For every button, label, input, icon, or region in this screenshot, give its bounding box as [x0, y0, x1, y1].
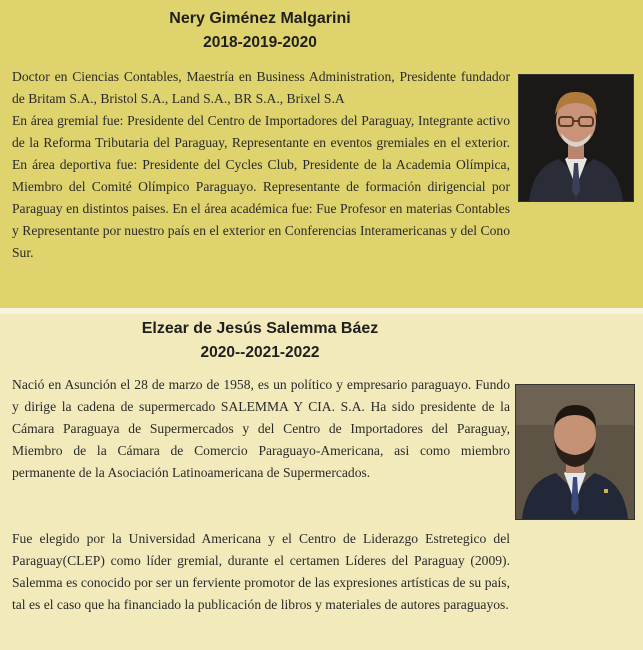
profile-name: Nery Giménez Malgarini [169, 10, 351, 27]
profile-years: 2018-2019-2020 [203, 34, 317, 51]
profile-bio: Doctor en Ciencias Contables, Maestría en Business Administration, Presidente fundador de Britam S.A., Bristol S.A., Land S.A., BR S.A., Brixel S.A En área gremial fue: Presidente del Centro de Importadores del Paraguay, Integrante activo de la Reforma Tributaria del Paraguay, Representante en eventos gremiales en el exterior. En área deportiva fue: Presidente del Cycles Club, Presidente de la Academia Olímpica, Miembro del Comité Olímpico Paraguayo. Representante de formación dirigencial por Paraguay en distintos paises. En el área académica fue: Fue Profesor en materias Contables y Representante por nuestro país en el exterior en Conferencias Interamericanas y del Cono Sur. [12, 69, 510, 260]
profile-section-2 [0, 314, 643, 650]
profile-bio: Nació en Asunción el 28 de marzo de 1958, es un político y empresario paraguayo. Fundo y dirige la cadena de supermercado SALEMMA Y CIA. S.A. Ha sido presidente de la Cámara Paraguaya de Supermercados y del Centro de Importadores del Paraguay, Miembro de la Cámara de Comercio Paraguayo-Americana, asi como miembro permanente de la Asociación Latinoamericana de Supermercados. [12, 377, 510, 480]
profile-years: 2020--2021-2022 [200, 344, 320, 361]
profile-bio: Fue elegido por la Universidad Americana y el Centro de Liderazgo Estretegico del Paraguay(CLEP) como líder gremial, durante el certamen Líderes del Paraguay (2009). Salemma es conocido por ser un ferviente promotor de las expresiones artísticas de su país, tal es el caso que ha financiado la publicación de libros y materiales de autores paraguayos. [12, 531, 510, 612]
portrait-photo-icon [515, 384, 635, 520]
profile-section-1 [0, 0, 643, 308]
profile-name: Elzear de Jesús Salemma Báez [141, 320, 379, 337]
portrait-photo-icon [518, 74, 634, 202]
